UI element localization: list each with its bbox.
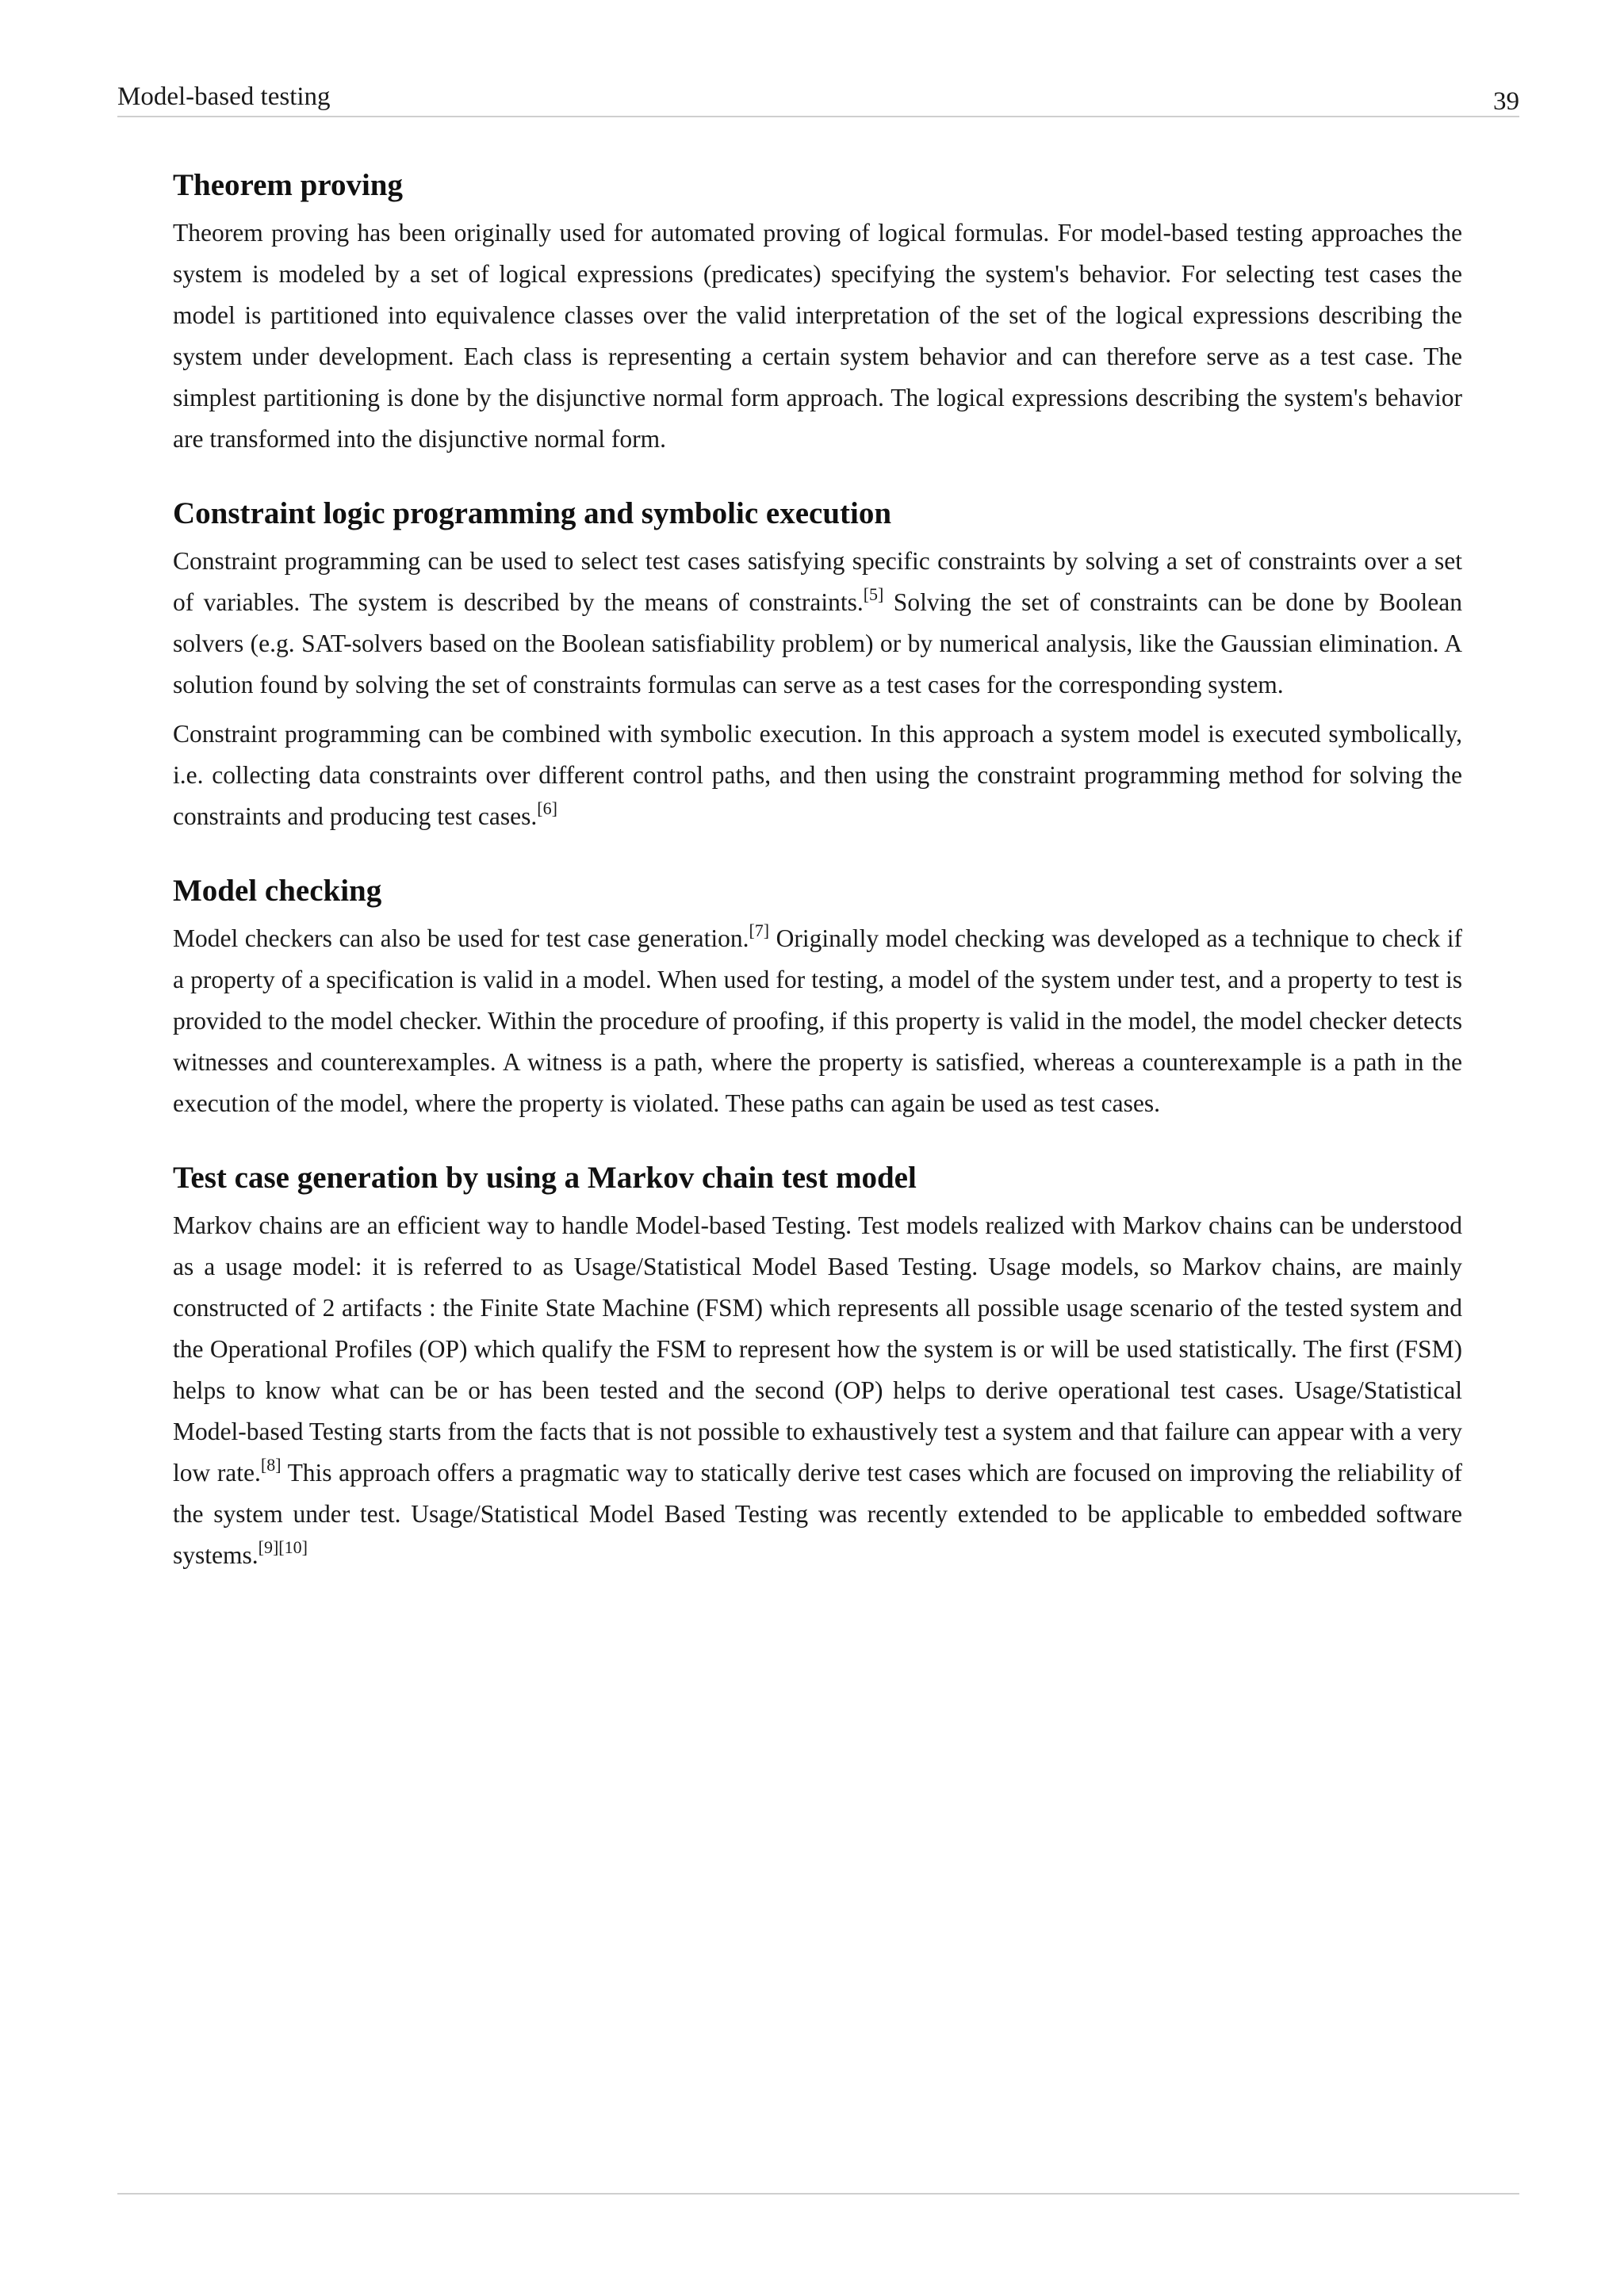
section-heading-markov-chain: Test case generation by using a Markov chain test model bbox=[173, 1161, 917, 1195]
section-heading-model-checking: Model checking bbox=[173, 874, 382, 908]
citation-link-7[interactable]: [7] bbox=[749, 920, 770, 940]
page-footer-rule bbox=[117, 2193, 1519, 2195]
running-title: Model-based testing bbox=[117, 82, 331, 111]
paragraph-text: Constraint programming can be combined with symbolic execution. In this approach a system model is executed symbolically, i.e. collecting data constraints over different control paths, and then using the constraint programming method for solving the constraints and producing test cases. bbox=[173, 720, 1462, 830]
section-markov-chain bbox=[173, 1156, 1462, 1576]
citation-link-9[interactable]: [9] bbox=[258, 1536, 279, 1557]
section-constraint-logic bbox=[173, 492, 1462, 837]
section-heading-theorem-proving: Theorem proving bbox=[173, 168, 403, 202]
section-theorem-proving bbox=[173, 163, 1462, 460]
paragraph-text: Markov chains are an efficient way to handle Model-based Testing. Test models realized with Markov chains can be understood as a usage model: it is referred to as Usage/Statistical Model Based Testing. Usage models, so Markov chains, are mainly constructed of 2 artifacts : the Finite State Machine (FSM) which represents all possible usage scenario of the tested system and the Operational Profiles (OP) which qualify the FSM to represent how the system is or will be used statistically. The first (FSM) helps to know what can be or has been tested and the second (OP) helps to derive operational test cases. Usage/Statistical Model-based Testing starts from the facts that is not possible to exhaustively test a system and that failure can appear with a very low rate. bbox=[173, 1211, 1462, 1487]
section-model-checking bbox=[173, 869, 1462, 1124]
page-header bbox=[117, 78, 1519, 117]
paragraph-text: Constraint programming can be used to select test cases satisfying specific constraints by solving a set of constraints over a set of variables. The system is described by the means of constraints. bbox=[173, 547, 1462, 616]
citation-link-8[interactable]: [8] bbox=[260, 1454, 282, 1475]
paragraph-constraint-2 bbox=[173, 714, 1462, 837]
page-number: 39 bbox=[1493, 87, 1519, 116]
paragraph-markov-chain bbox=[173, 1205, 1462, 1576]
paragraph-theorem-proving: Theorem proving has been originally used for automated proving of logical formulas. For model-based testing approaches the system is modeled by a set of logical expressions (predicates) specifying the system's behavior. For selecting test cases the model is partitioned into equivalence classes over the valid interpretation of the set of the logical expressions describing the system under development. Each class is representing a certain system behavior and can therefore serve as a test case. The simplest partitioning is done by the disjunctive normal form approach. The logical expressions describing the system's behavior are transformed into the disjunctive normal form. bbox=[173, 219, 1462, 453]
citation-link-5[interactable]: [5] bbox=[863, 584, 884, 604]
paragraph-text: Originally model checking was developed as a technique to check if a property of a specification is valid in a model. When used for testing, a model of the system under test, and a property to test is provided to the model checker. Within the procedure of proofing, if this property is valid in the model, the model checker detects witnesses and counterexamples. A witness is a path, where the property is satisfied, whereas a counterexample is a path in the execution of the model, where the property is violated. These paths can again be used as test cases. bbox=[173, 924, 1462, 1117]
paragraph-text: This approach offers a pragmatic way to statically derive test cases which are focused on improving the reliability of the system under test. Usage/Statistical Model Based Testing was recently extended to be applicable to embedded software systems. bbox=[173, 1459, 1462, 1569]
article-body bbox=[173, 163, 1462, 1584]
paragraph-text: Model checkers can also be used for test case generation. bbox=[173, 924, 749, 952]
paragraph-constraint-1 bbox=[173, 541, 1462, 706]
citation-link-10[interactable]: [10] bbox=[278, 1536, 308, 1557]
section-heading-constraint-logic: Constraint logic programming and symbolic execution bbox=[173, 496, 892, 530]
citation-link-6[interactable]: [6] bbox=[537, 798, 557, 818]
paragraph-text: Solving the set of constraints can be done by Boolean solvers (e.g. SAT-solvers based on the Boolean satisfiability problem) or by numerical analysis, like the Gaussian elimination. A solution found by solving the set of constraints formulas can serve as a test cases for the corresponding system. bbox=[173, 588, 1462, 698]
paragraph-model-checking bbox=[173, 918, 1462, 1124]
